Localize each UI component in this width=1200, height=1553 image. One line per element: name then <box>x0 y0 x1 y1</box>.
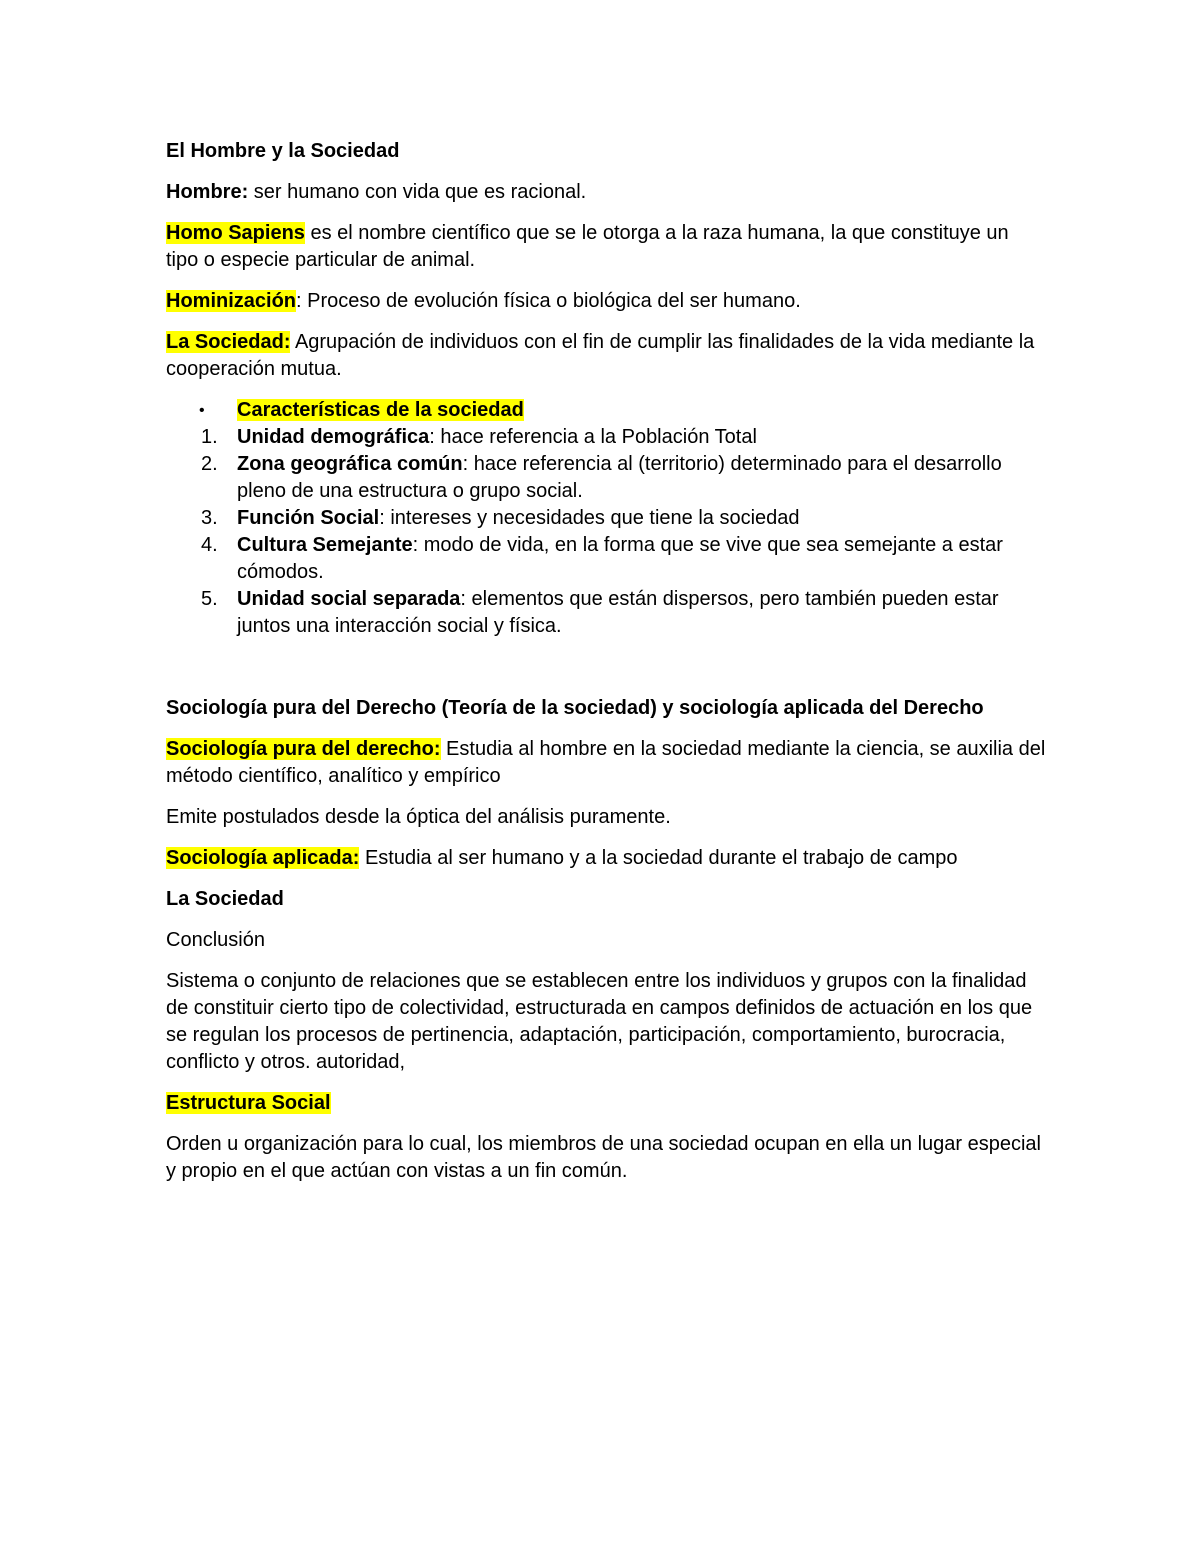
list-item-number: 3. <box>201 507 218 529</box>
list-item-number: 5. <box>201 588 218 610</box>
caracteristicas-bullet-list <box>166 397 1046 424</box>
list-item-term: Función Social <box>237 507 380 529</box>
emite-paragraph: Emite postulados desde la óptica del análisis puramente. <box>166 806 671 828</box>
bullet-marker: • <box>199 402 205 419</box>
sociologia-aplicada-text: Estudia al ser humano y a la sociedad durante el trabajo de campo <box>359 847 958 869</box>
sociedad-definition <box>166 329 1046 383</box>
sociedad-text: Agrupación de individuos con el fin de cumplir las finalidades de la vida mediante la cooperación mutua. <box>166 331 1035 380</box>
list-item-term: Zona geográfica común <box>237 453 463 475</box>
hombre-text: ser humano con vida que es racional. <box>248 181 587 203</box>
list-item-text: : elementos que están dispersos, pero también pueden estar juntos una interacción social y física. <box>237 588 999 637</box>
list-item-text: : hace referencia al (territorio) determinado para el desarrollo pleno de una estructura o grupo social. <box>237 453 1002 502</box>
list-item-text: : hace referencia a la Población Total <box>429 426 757 448</box>
estructura-social-label: Estructura Social <box>166 1092 331 1114</box>
list-item-number: 4. <box>201 534 218 556</box>
caracteristicas-numbered-list <box>166 424 1046 640</box>
caracteristicas-label: Características de la sociedad <box>237 399 524 421</box>
homo-sapiens-term: Homo Sapiens <box>166 222 305 244</box>
homo-sapiens-definition <box>166 220 1046 274</box>
list-item-text: : intereses y necesidades que tiene la sociedad <box>379 507 800 529</box>
list-item-term: Unidad demográfica <box>237 426 430 448</box>
estructura-social-heading <box>166 1090 1046 1117</box>
sociologia-heading: Sociología pura del Derecho (Teoría de la sociedad) y sociología aplicada del Derecho <box>166 697 984 719</box>
sociologia-aplicada-definition <box>166 845 1046 872</box>
sociologia-pura-text: Estudia al hombre en la sociedad mediante la ciencia, se auxilia del método científico, analítico y empírico <box>166 738 1046 787</box>
section-spacer <box>166 654 1046 695</box>
orden-paragraph: Orden u organización para lo cual, los miembros de una sociedad ocupan en ella un lugar especial y propio en el que actúan con vistas a un fin común. <box>166 1133 1041 1182</box>
sociedad-term: La Sociedad: <box>166 331 291 353</box>
list-item <box>166 451 1046 505</box>
sociologia-pura-definition <box>166 736 1046 790</box>
list-item-number: 2. <box>201 453 218 475</box>
sistema-paragraph: Sistema o conjunto de relaciones que se establecen entre los individuos y grupos con la finalidad de constituir cierto tipo de colectividad, estructurada en campos definidos de actuación en los que se regulan los procesos de pertinencia, adaptación, participación, comportamiento, burocracia, conflicto y otros. autoridad, <box>166 970 1033 1073</box>
list-item <box>166 586 1046 640</box>
document-page <box>166 138 1046 1199</box>
list-item-term: Cultura Semejante <box>237 534 413 556</box>
document-title: El Hombre y la Sociedad <box>166 140 400 162</box>
hombre-definition <box>166 179 1046 206</box>
la-sociedad-heading: La Sociedad <box>166 888 284 910</box>
conclusion-label: Conclusión <box>166 929 265 951</box>
hominizacion-definition <box>166 288 1046 315</box>
list-item-text: : modo de vida, en la forma que se vive que sea semejante a estar cómodos. <box>237 534 1003 583</box>
sociologia-aplicada-term: Sociología aplicada: <box>166 847 360 869</box>
sociologia-pura-term: Sociología pura del derecho: <box>166 738 441 760</box>
list-item-number: 1. <box>201 426 218 448</box>
hominizacion-term: Hominización <box>166 290 297 312</box>
list-item <box>166 424 1046 451</box>
hombre-term: Hombre: <box>166 181 249 203</box>
hominizacion-text: : Proceso de evolución física o biológica del ser humano. <box>296 290 801 312</box>
homo-sapiens-text: es el nombre científico que se le otorga a la raza humana, la que constituye un tipo o especie particular de animal. <box>166 222 1009 271</box>
list-item <box>166 532 1046 586</box>
list-item-term: Unidad social separada <box>237 588 461 610</box>
caracteristicas-bullet-item <box>166 397 1046 424</box>
list-item <box>166 505 1046 532</box>
